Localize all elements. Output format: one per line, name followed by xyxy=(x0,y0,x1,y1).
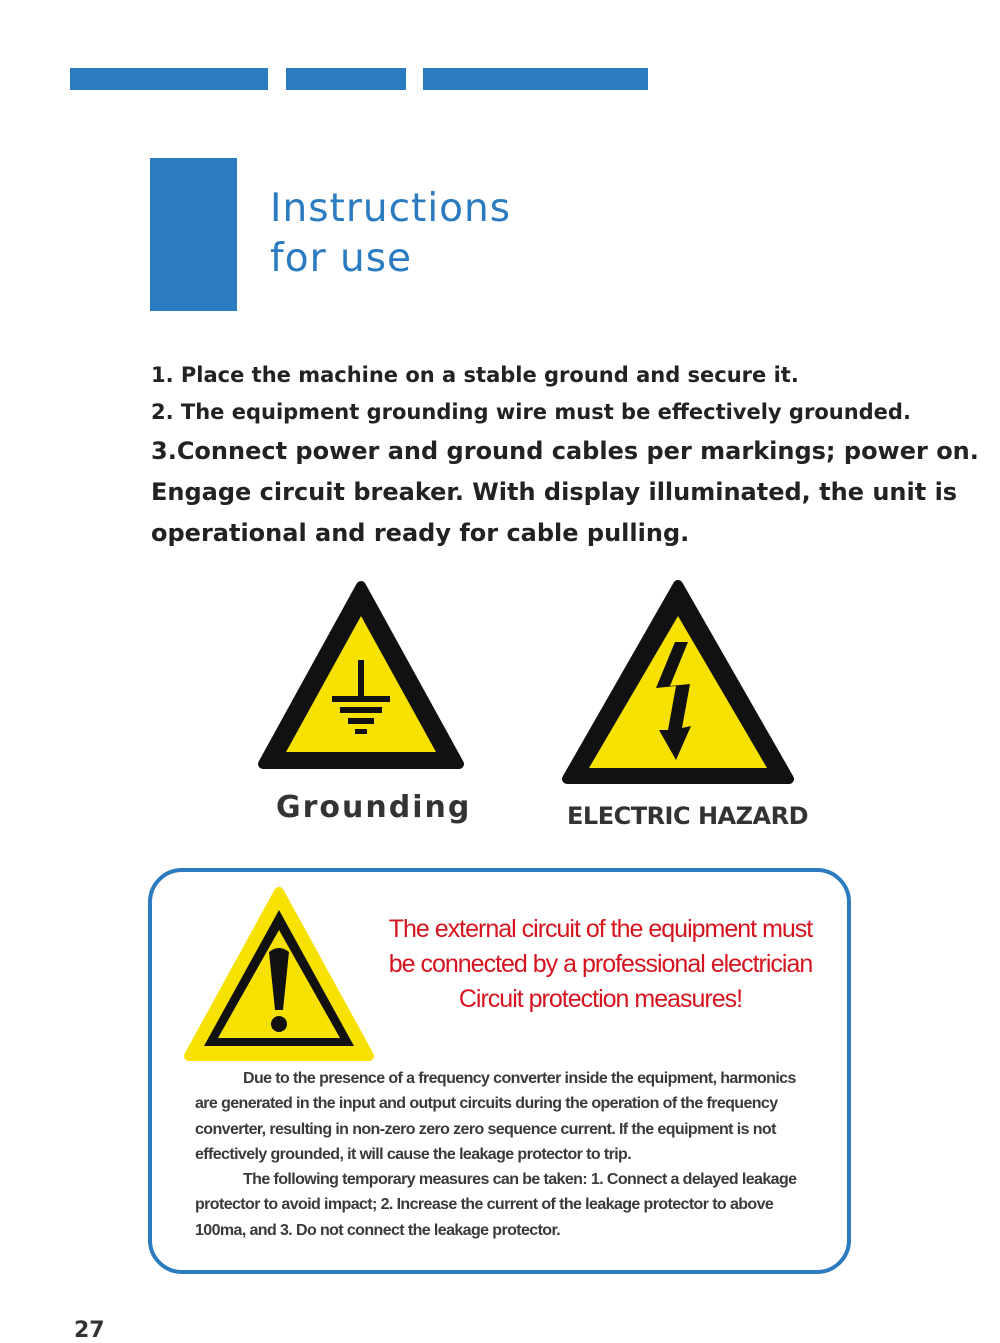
header-bar-3 xyxy=(423,68,648,90)
grounding-label: Grounding xyxy=(276,790,472,825)
notice-headline-line-1: The external circuit of the equipment must xyxy=(388,915,813,943)
page-title-line-1: Instructions xyxy=(270,186,512,231)
step-3-line-1: 3.Connect power and ground cables per markings; power on. xyxy=(151,437,979,465)
header-bar-1 xyxy=(70,68,268,90)
step-1: 1. Place the machine on a stable ground and secure it. xyxy=(151,363,799,387)
page-number: 27 xyxy=(74,1318,105,1343)
step-2: 2. The equipment grounding wire must be effectively grounded. xyxy=(151,400,911,424)
notice-paragraph-2: The following temporary measures can be taken: 1. Connect a delayed leakage protector to avoid impact; 2. Increase the current of the leakage protector to above 100ma, and 3. Do not connect the leakage protector. xyxy=(195,1171,797,1239)
notice-headline-line-3: Circuit protection measures! xyxy=(458,985,743,1013)
electric-hazard-label: ELECTRIC HAZARD xyxy=(567,802,808,830)
title-accent-block xyxy=(150,158,237,311)
notice-headline xyxy=(348,912,853,1017)
grounding-warning-icon xyxy=(258,580,464,772)
electric-hazard-icon xyxy=(562,580,794,786)
header-bar-2 xyxy=(286,68,406,90)
step-3-line-3: operational and ready for cable pulling. xyxy=(151,519,690,547)
notice-paragraph-1: Due to the presence of a frequency converter inside the equipment, harmonics are generated in the input and output circuits during the operation of the frequency converter, resulting in non-zero zero zero sequence current. If the equipment is not effectively grounded, it will cause the leakage protector to trip. xyxy=(195,1070,796,1163)
exclamation-warning-icon xyxy=(184,886,374,1064)
notice-headline-line-2: be connected by a professional electrician xyxy=(388,950,813,978)
step-3-line-2: Engage circuit breaker. With display illuminated, the unit is xyxy=(151,478,958,506)
page-title-line-2: for use xyxy=(270,236,413,281)
instruction-steps xyxy=(151,357,979,554)
notice-body xyxy=(195,1066,815,1243)
page-title xyxy=(270,184,511,284)
